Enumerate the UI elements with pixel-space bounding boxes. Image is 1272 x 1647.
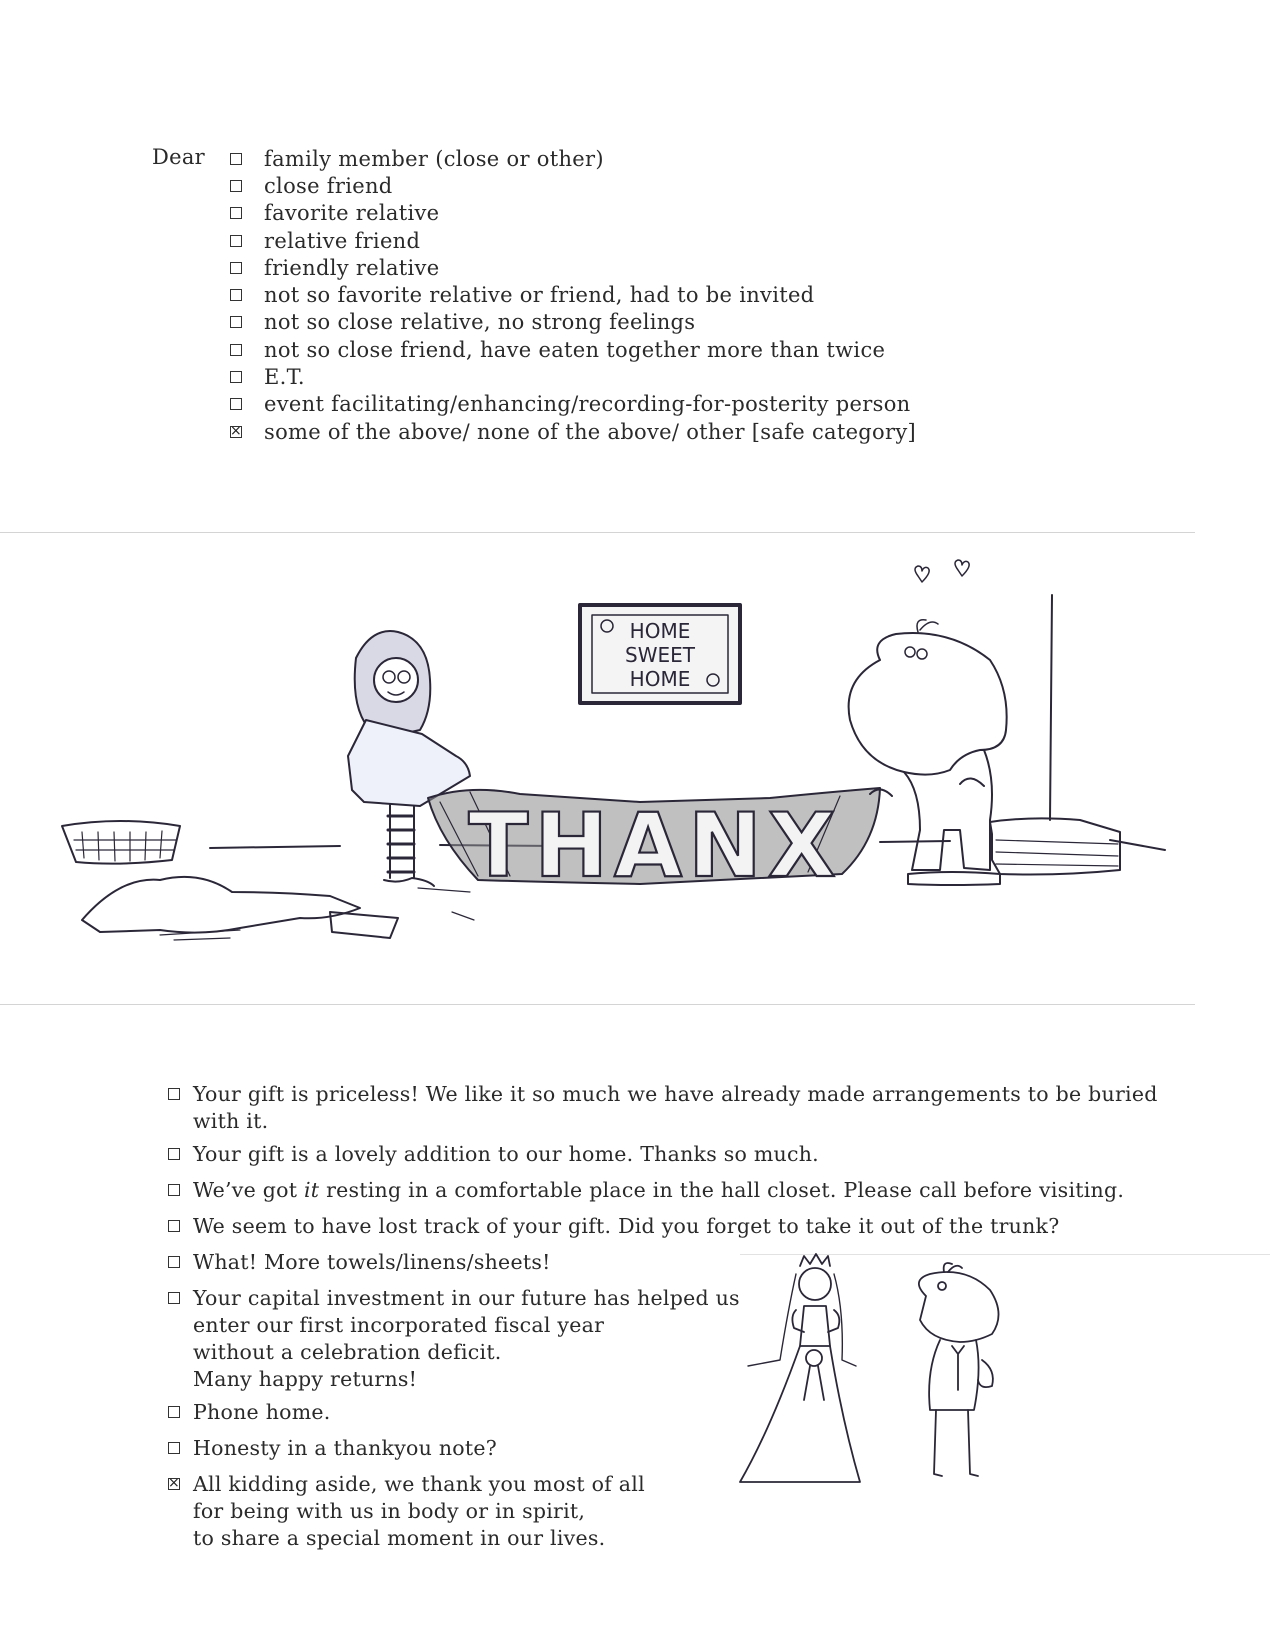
message-option: Your gift is priceless! We like it so much we have already made arrangements to be buried with it. xyxy=(168,1081,1158,1135)
recipient-option: × some of the above/ none of the above/ other [safe category] xyxy=(230,418,916,445)
checkbox[interactable] xyxy=(168,1088,180,1100)
sign-line-1: HOME xyxy=(629,619,691,643)
recipient-option: friendly relative xyxy=(230,254,916,281)
checkbox[interactable] xyxy=(230,153,242,165)
message-option: × All kidding aside, we thank you most of all for being with us in body or in spirit, to share a special moment in our lives. xyxy=(168,1471,645,1552)
message-option: Honesty in a thankyou note? xyxy=(168,1435,497,1462)
sign-line-2: SWEET xyxy=(625,643,695,667)
checkbox[interactable] xyxy=(168,1148,180,1160)
laundry-basket-icon xyxy=(62,821,180,864)
checkbox[interactable] xyxy=(230,207,242,219)
recipient-option: E.T. xyxy=(230,363,916,390)
message-option: Your capital investment in our future has helped us enter our first incorporated fiscal year without a celebration deficit. Many happy returns! xyxy=(168,1285,740,1393)
checkbox[interactable] xyxy=(230,371,242,383)
checkbox[interactable] xyxy=(230,289,242,301)
wedding-couple-illustration xyxy=(730,1250,1050,1510)
checkbox[interactable] xyxy=(230,235,242,247)
clothes-pile-icon xyxy=(82,877,360,933)
bride-figure xyxy=(740,1254,860,1482)
recipient-option: favorite relative xyxy=(230,200,916,227)
heart-icon xyxy=(915,566,929,582)
checkbox[interactable] xyxy=(168,1220,180,1232)
laundry-illustration xyxy=(0,540,1272,1000)
recipient-checklist xyxy=(230,145,916,445)
recipient-option: relative friend xyxy=(230,227,916,254)
checkbox[interactable] xyxy=(168,1256,180,1268)
wall-corner xyxy=(1050,595,1052,820)
checkbox[interactable] xyxy=(168,1406,180,1418)
sign-line-3: HOME xyxy=(629,667,691,691)
banner-text: THANX xyxy=(468,794,842,897)
recipient-option: family member (close or other) xyxy=(230,145,916,172)
message-option: We’ve got it resting in a comfortable place in the hall closet. Please call before visiting. xyxy=(168,1177,1124,1204)
checkbox[interactable] xyxy=(168,1184,180,1196)
message-option: What! More towels/linens/sheets! xyxy=(168,1249,551,1276)
checkbox[interactable] xyxy=(230,426,242,438)
card-edge-bottom xyxy=(0,1004,1195,1005)
recipient-option: not so close friend, have eaten together more than twice xyxy=(230,336,916,363)
heart-icon xyxy=(955,560,969,576)
checkbox[interactable] xyxy=(230,316,242,328)
checkbox[interactable] xyxy=(230,262,242,274)
message-option: We seem to have lost track of your gift. Did you forget to take it out of the trunk? xyxy=(168,1213,1059,1240)
checkbox[interactable] xyxy=(230,344,242,356)
message-option: Your gift is a lovely addition to our home. Thanks so much. xyxy=(168,1141,819,1168)
checkbox[interactable] xyxy=(168,1478,180,1490)
groom-creature xyxy=(919,1263,999,1476)
checkbox[interactable] xyxy=(230,398,242,410)
salutation: Dear xyxy=(152,145,206,169)
checkbox[interactable] xyxy=(168,1442,180,1454)
checkbox[interactable] xyxy=(230,180,242,192)
card-edge-top xyxy=(0,532,1195,533)
groom-creature xyxy=(849,620,1007,870)
recipient-option: not so favorite relative or friend, had to be invited xyxy=(230,281,916,308)
recipient-option: close friend xyxy=(230,172,916,199)
recipient-option: not so close relative, no strong feelings xyxy=(230,309,916,336)
checkbox[interactable] xyxy=(168,1292,180,1304)
message-option: Phone home. xyxy=(168,1399,331,1426)
recipient-option: event facilitating/enhancing/recording-for-posterity person xyxy=(230,391,916,418)
